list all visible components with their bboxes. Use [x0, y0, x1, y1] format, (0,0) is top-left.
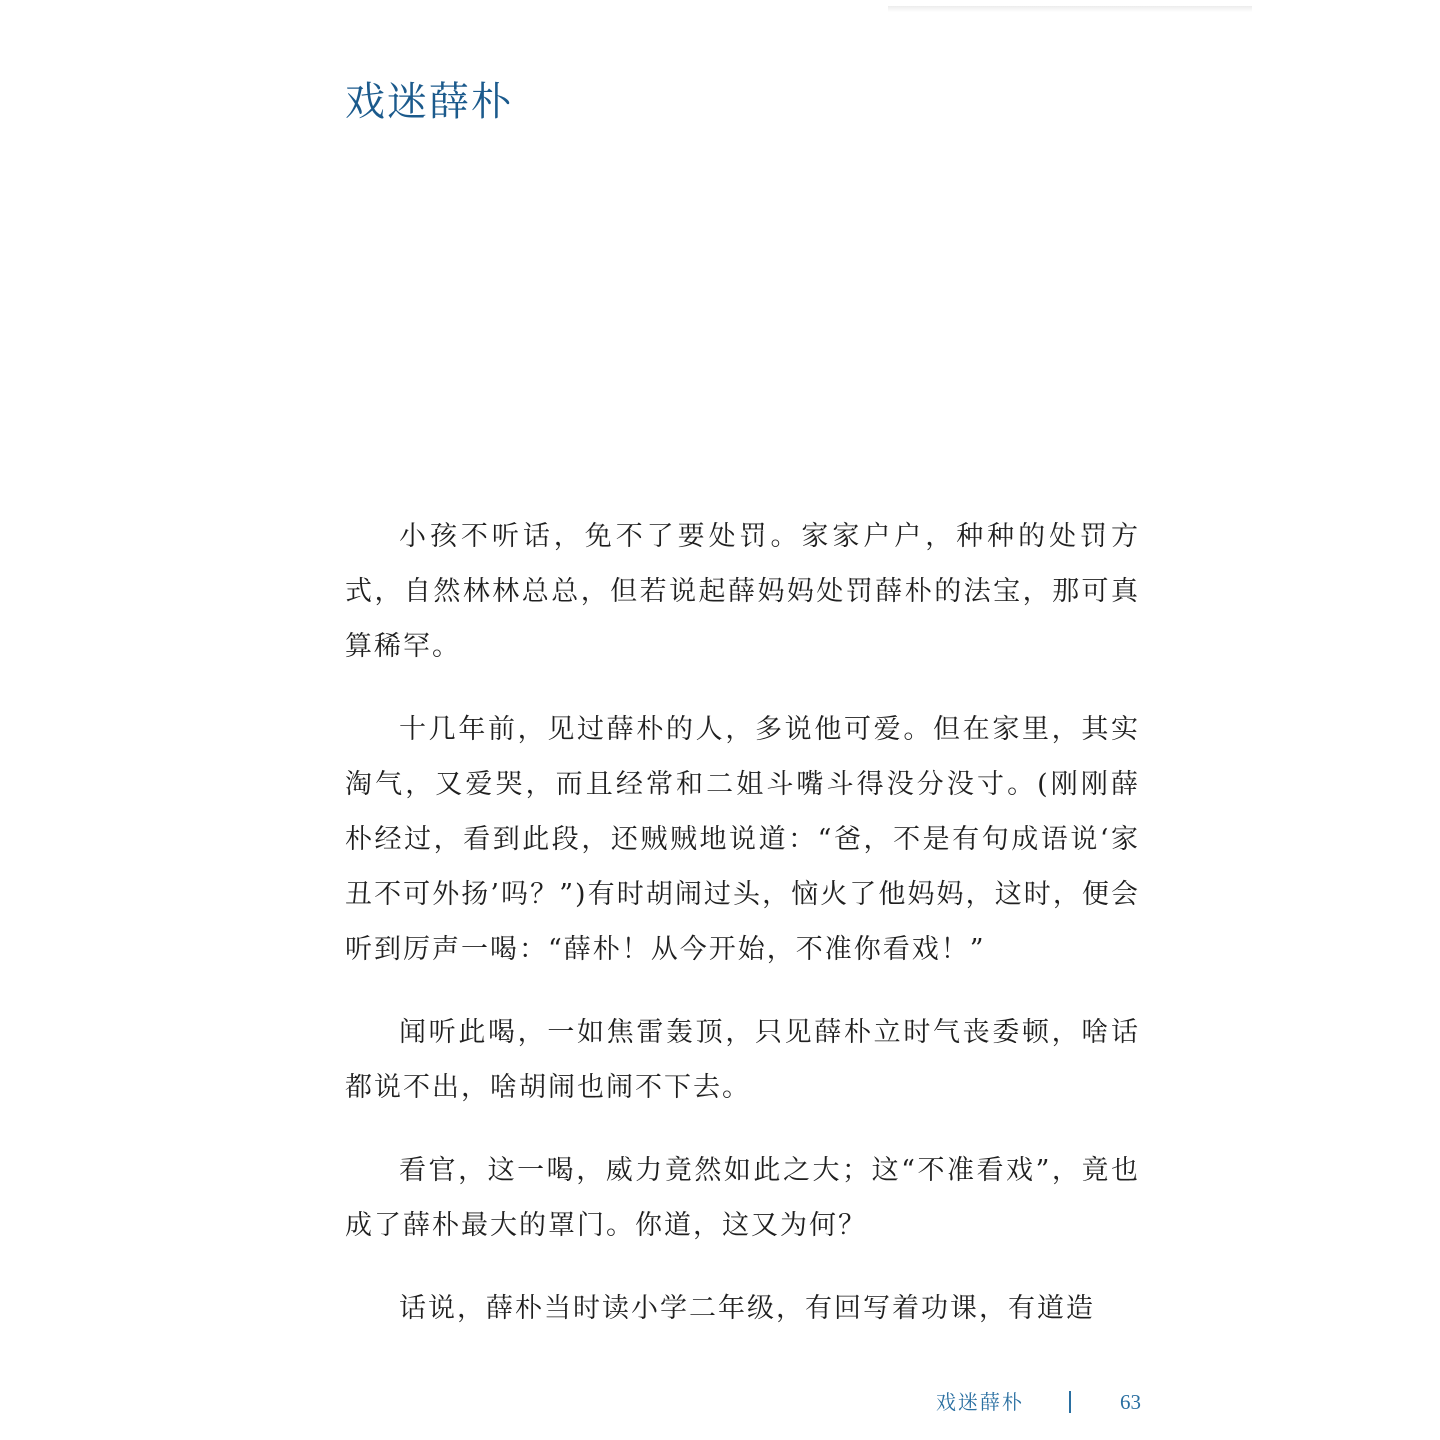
- footer-separator: [1069, 1391, 1071, 1413]
- chapter-title: 戏迷薛朴: [345, 79, 513, 125]
- running-title: 戏迷薛朴: [936, 1390, 1024, 1414]
- paragraph: 闻听此喝，一如焦雷轰顶，只见薛朴立时气丧委顿，啥话都说不出，啥胡闹也闹不下去。: [345, 1017, 1140, 1103]
- body-text: [345, 509, 1140, 1364]
- paragraph: 看官，这一喝，威力竟然如此之大；这“不准看戏”，竟也成了薛朴最大的罩门。你道，这又为何？: [345, 1155, 1140, 1241]
- paragraph: 十几年前，见过薛朴的人，多说他可爱。但在家里，其实淘气，又爱哭，而且经常和二姐斗嘴斗得没分没寸。(刚刚薛朴经过，看到此段，还贼贼地说道：“爸，不是有句成语说‘家丑不可外扬’吗？”)有时胡闹过头，恼火了他妈妈，这时，便会听到厉声一喝：“薛朴！从今开始，不准你看戏！”: [345, 714, 1140, 965]
- page-number: 63: [1120, 1390, 1141, 1414]
- page-edge-shadow: [888, 6, 1252, 12]
- paragraph: 话说，薛朴当时读小学二年级，有回写着功课，有道造: [399, 1293, 1095, 1324]
- paragraph: 小孩不听话，免不了要处罚。家家户户，种种的处罚方式，自然林林总总，但若说起薛妈妈处罚薛朴的法宝，那可真算稀罕。: [345, 521, 1140, 662]
- page-footer: [936, 1385, 1141, 1419]
